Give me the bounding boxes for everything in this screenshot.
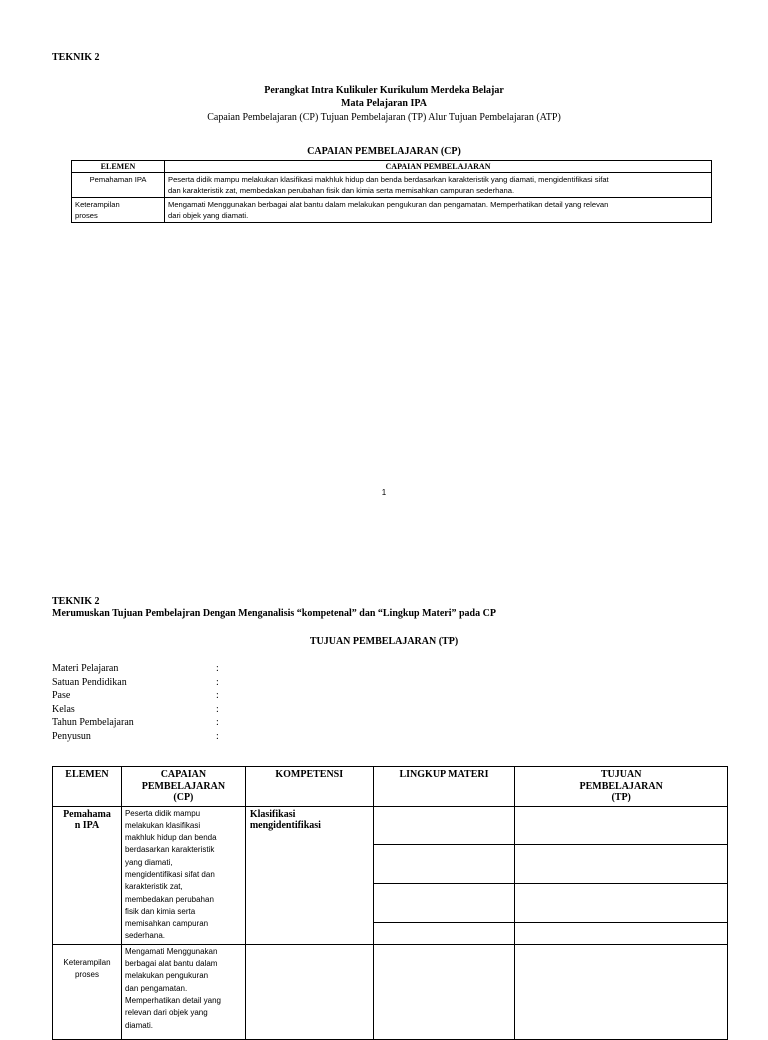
meta-separator: : — [216, 730, 219, 742]
elemen-text: n IPA — [74, 820, 100, 831]
meta-label: Pase — [52, 690, 71, 701]
cell-elemen — [53, 944, 122, 1039]
cp-text: melakukan pengukuran — [124, 971, 209, 981]
tp-table — [52, 766, 728, 1040]
cp-text: karakteristik zat, — [124, 882, 183, 892]
header-lingkup-materi: LINGKUP MATERI — [373, 767, 515, 807]
cell-cp — [121, 944, 245, 1039]
cp-text: berdasarkan karakteristik — [124, 845, 215, 855]
meta-row — [52, 676, 252, 690]
cell-kompetensi — [245, 806, 373, 944]
subject-title: Mata Pelajaran IPA — [341, 98, 427, 109]
header-tp — [515, 767, 728, 807]
header-cp — [121, 767, 245, 807]
cp-text: Peserta didik mampu — [124, 808, 201, 818]
cp-text: dan pengamatan. — [124, 983, 188, 993]
meta-separator: : — [216, 663, 219, 674]
header-text: (CP) — [173, 792, 194, 803]
cell-capaian — [165, 198, 712, 223]
page-number: 1 — [381, 488, 387, 497]
elemen-text: proses — [74, 970, 99, 980]
kompetensi-text: mengidentifikasi — [249, 820, 321, 831]
cell-lingkup-materi[interactable] — [373, 944, 515, 1039]
meta-label: Tahun Pembelajaran — [52, 717, 134, 728]
meta-label: Penyusun — [52, 730, 91, 742]
document-subtitle: Capaian Pembelajaran (CP) Tujuan Pembelajaran (TP) Alur Tujuan Pembelajaran (ATP) — [207, 112, 561, 123]
cell-tujuan-pembelajaran[interactable] — [515, 923, 728, 945]
cp-text: melakukan klasifikasi — [124, 820, 201, 830]
header-text: (TP) — [611, 792, 631, 803]
elemen-text: proses — [75, 211, 98, 220]
header-capaian: CAPAIAN PEMBELAJARAN — [165, 161, 712, 173]
cell-elemen — [53, 806, 122, 944]
table-row — [72, 173, 712, 198]
cell-tujuan-pembelajaran[interactable] — [515, 944, 728, 1039]
cp-text: memisahkan campuran — [124, 919, 209, 929]
meta-row — [52, 716, 252, 730]
cell-capaian — [165, 173, 712, 198]
meta-separator: : — [216, 690, 219, 701]
header-elemen: ELEMEN — [72, 161, 165, 173]
elemen-text: Keterampilan — [75, 200, 120, 209]
capaian-text: Mengamati Menggunakan berbagai alat bantu dalam melakukan pengukuran dan pengamatan. Memperhatikan detail yang relevan — [168, 200, 609, 209]
capaian-text: dan karakteristik zat, membedakan perubahan fisik dan kimia serta memisahkan campuran sederhana. — [168, 186, 515, 195]
cp-text: sederhana. — [124, 931, 165, 941]
meta-separator: : — [216, 676, 219, 688]
meta-list — [52, 662, 252, 743]
header-kompetensi: KOMPETENSI — [245, 767, 373, 807]
cp-text: Memperhatikan detail yang — [124, 995, 222, 1005]
table-row — [72, 198, 712, 223]
kompetensi-text: Klasifikasi — [249, 808, 296, 820]
elemen-text: Pemahama — [63, 808, 111, 820]
meta-row — [52, 730, 252, 744]
page2-subtitle: Merumuskan Tujuan Pembelajran Dengan Menganalisis “kompetenal” dan “Lingkup Materi” pada CP — [52, 608, 496, 619]
meta-row — [52, 703, 252, 717]
cp-text: makhluk hidup dan benda — [124, 833, 217, 843]
header-text: TUJUAN — [600, 769, 642, 780]
cp-text: berbagai alat bantu dalam — [124, 959, 218, 969]
cp-text: relevan dari objek yang — [124, 1008, 208, 1018]
cell-tujuan-pembelajaran[interactable] — [515, 845, 728, 884]
cp-text: diamati. — [124, 1020, 153, 1030]
table-row — [53, 944, 728, 1039]
meta-separator: : — [216, 703, 219, 715]
cell-lingkup-materi[interactable] — [373, 845, 515, 884]
document-title: Perangkat Intra Kulikuler Kurikulum Merdeka Belajar — [264, 85, 504, 96]
cell-kompetensi[interactable] — [245, 944, 373, 1039]
cell-tujuan-pembelajaran[interactable] — [515, 884, 728, 923]
cell-lingkup-materi[interactable] — [373, 806, 515, 845]
meta-label: Kelas — [52, 703, 75, 715]
meta-label: Materi Pelajaran — [52, 663, 119, 674]
table-row — [53, 806, 728, 845]
cell-lingkup-materi[interactable] — [373, 923, 515, 945]
elemen-text: Keterampilan — [63, 957, 111, 967]
meta-row — [52, 662, 252, 676]
page2-tag: TEKNIK 2 — [52, 596, 100, 607]
cp-table — [71, 160, 712, 223]
cell-tujuan-pembelajaran[interactable] — [515, 806, 728, 845]
capaian-text: Peserta didik mampu melakukan klasifikasi makhluk hidup dan benda berdasarkan karakteristik yang diamati, mengidentifikasi sifat — [168, 175, 609, 184]
meta-label: Satuan Pendidikan — [52, 676, 127, 688]
meta-separator: : — [216, 717, 219, 728]
header-text: PEMBELAJARAN — [579, 780, 663, 792]
cp-text: Mengamati Menggunakan — [124, 946, 218, 956]
tp-section-title: TUJUAN PEMBELAJARAN (TP) — [309, 636, 459, 647]
cp-section-title: CAPAIAN PEMBELAJARAN (CP) — [307, 146, 461, 157]
capaian-text: dari objek yang diamati. — [168, 211, 249, 220]
table-header-row — [53, 767, 728, 807]
header-elemen: ELEMEN — [53, 767, 122, 807]
cell-cp — [121, 806, 245, 944]
cp-text: fisik dan kimia serta — [124, 906, 196, 916]
cp-text: membedakan perubahan — [124, 894, 214, 904]
cell-lingkup-materi[interactable] — [373, 884, 515, 923]
cp-text: yang diamati, — [124, 857, 173, 867]
cell-elemen: Pemahaman IPA — [72, 173, 165, 198]
cp-text: mengidentifikasi sifat dan — [124, 869, 215, 879]
cell-elemen — [72, 198, 165, 223]
meta-row — [52, 689, 252, 703]
header-text: PEMBELAJARAN — [141, 780, 226, 792]
page1-tag: TEKNIK 2 — [52, 52, 100, 63]
table-header-row — [72, 161, 712, 173]
header-text: CAPAIAN — [160, 769, 207, 780]
